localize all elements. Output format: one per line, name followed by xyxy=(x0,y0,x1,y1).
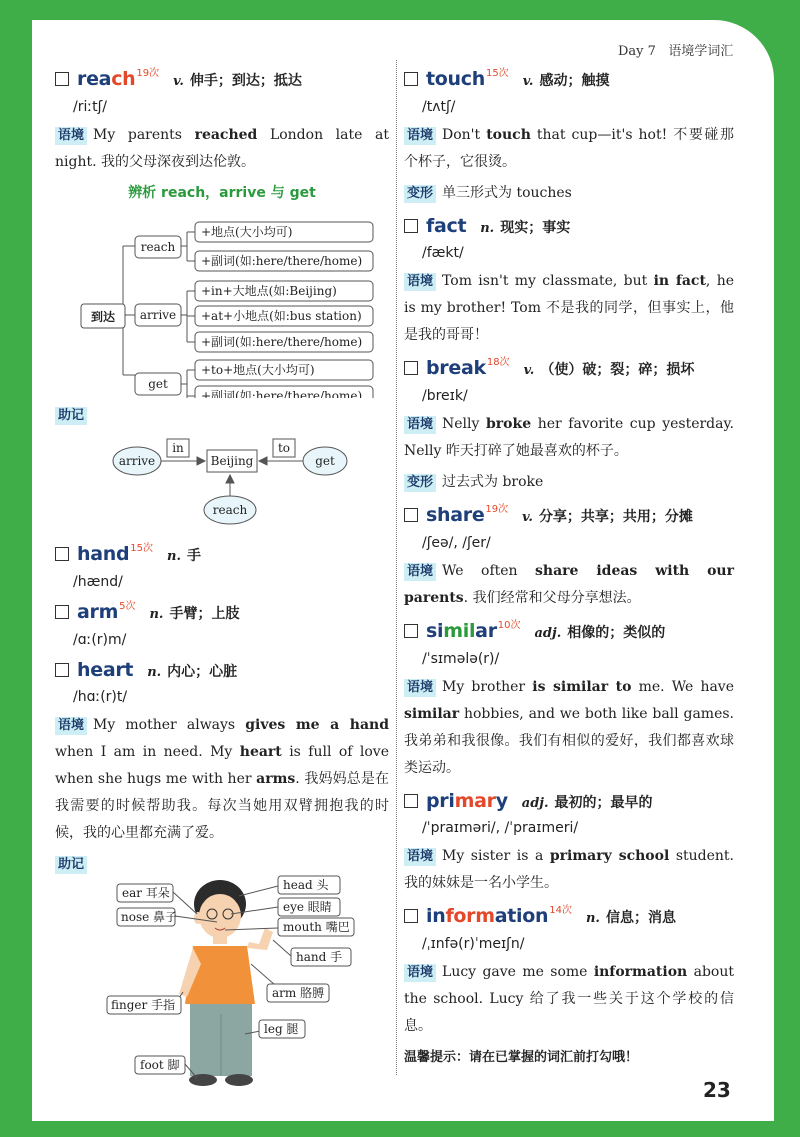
headword-primary: primary xyxy=(426,790,508,812)
entry-similar xyxy=(404,618,734,782)
pos-break: v. xyxy=(523,363,535,378)
tree-item: +副词(如:here/there/home) xyxy=(201,254,363,268)
page-number: 23 xyxy=(703,1078,731,1102)
meaning-touch: 感动；触摸 xyxy=(539,73,610,89)
pos-reach: v. xyxy=(173,74,184,89)
example-touch: 语境 Don't touch that cup—it's hot! 不要碰那个杯子，它很烫。 xyxy=(404,127,734,170)
pos-similar: adj. xyxy=(534,626,562,641)
headword-arm: arm xyxy=(77,601,119,623)
running-header xyxy=(618,40,733,59)
tree-verb-arrive: arrive xyxy=(139,308,177,322)
example-similar: 语境 My brother is similar to me. We have similar hobbies, and we both like ball games. 我弟弟和我很像。我们有相似的爱好，我们都喜欢球类运动。 xyxy=(404,679,734,776)
checkbox-arm[interactable] xyxy=(55,605,69,619)
context-tag: 语境 xyxy=(55,717,87,735)
column-divider xyxy=(396,60,397,1075)
inflection-touch: 变形 单三形式为 touches xyxy=(404,180,734,207)
label-hand: hand 手 xyxy=(296,950,343,964)
phonetic-fact: /fækt/ xyxy=(422,245,464,261)
mnem-arrive: arrive xyxy=(118,454,156,468)
label-nose: nose 鼻子 xyxy=(121,910,178,924)
day-label: Day 7 xyxy=(618,44,656,59)
inflection-tag: 变形 xyxy=(404,474,436,492)
context-tag: 语境 xyxy=(404,416,436,434)
entry-primary xyxy=(404,788,734,897)
headword-touch: touch xyxy=(426,68,485,90)
label-mouth: mouth 嘴巴 xyxy=(283,920,350,934)
label-foot: foot 脚 xyxy=(140,1058,180,1072)
analysis-title: 辨析 reach，arrive 与 get xyxy=(128,185,316,201)
pos-arm: n. xyxy=(149,607,164,622)
mnem-reach: reach xyxy=(212,503,248,517)
checkbox-share[interactable] xyxy=(404,508,418,522)
pos-heart: n. xyxy=(147,665,162,680)
meaning-share: 分享；共享；共用；分摊 xyxy=(538,509,693,525)
meaning-arm: 手臂；上肢 xyxy=(169,606,240,622)
phonetic-primary: /ˈpraɪməri/, /ˈpraɪmeri/ xyxy=(422,820,579,836)
freq-arm: 5次 xyxy=(119,601,136,612)
meaning-hand: 手 xyxy=(187,548,201,564)
checkbox-similar[interactable] xyxy=(404,624,418,638)
phonetic-similar: /ˈsɪmələ(r)/ xyxy=(422,651,500,667)
context-tag: 语境 xyxy=(404,273,436,291)
checkbox-touch[interactable] xyxy=(404,72,418,86)
context-tag: 语境 xyxy=(404,127,436,145)
label-eye: eye 眼睛 xyxy=(283,900,332,914)
beijing-mnemonic-diagram xyxy=(55,425,389,529)
phonetic-heart: /hɑː(r)t/ xyxy=(73,689,128,705)
mnem-to: to xyxy=(277,441,291,455)
checkbox-fact[interactable] xyxy=(404,219,418,233)
meaning-break: （使）破；裂；碎；损坏 xyxy=(540,362,695,378)
headword-fact: fact xyxy=(426,215,467,237)
phonetic-arm: /ɑː(r)m/ xyxy=(73,632,127,648)
tree-item: +地点(大小均可) xyxy=(201,225,293,239)
context-tag: 语境 xyxy=(404,679,436,697)
entry-heart xyxy=(55,657,389,847)
pos-share: v. xyxy=(522,510,533,525)
left-column xyxy=(55,66,389,1092)
label-arm: arm 胳膊 xyxy=(272,986,325,1000)
entry-arm xyxy=(55,599,389,651)
mnemonic-tag: 助记 xyxy=(55,407,87,425)
label-ear: ear 耳朵 xyxy=(122,886,170,900)
checkbox-hand[interactable] xyxy=(55,547,69,561)
entry-touch xyxy=(404,66,734,207)
tree-item: +in+大地点(如:Beijing) xyxy=(201,284,337,298)
tree-item: +副词(如:here/there/home) xyxy=(201,389,363,398)
freq-touch: 15次 xyxy=(485,68,509,79)
checkbox-break[interactable] xyxy=(404,361,418,375)
example-share: 语境 We often share ideas with our parents. 我们经常和父母分享想法。 xyxy=(404,563,734,606)
meaning-heart: 内心；心脏 xyxy=(167,664,238,680)
tree-item: +to+地点(大小均可) xyxy=(201,363,315,377)
entry-break xyxy=(404,355,734,496)
checkbox-reach[interactable] xyxy=(55,72,69,86)
pos-hand: n. xyxy=(167,549,181,564)
freq-break: 18次 xyxy=(486,357,510,368)
freq-reach: 19次 xyxy=(136,68,160,79)
checkbox-information[interactable] xyxy=(404,909,418,923)
context-tag: 语境 xyxy=(404,964,436,982)
meaning-information: 信息；消息 xyxy=(605,910,676,926)
meaning-primary: 最初的；最早的 xyxy=(554,795,653,811)
freq-hand: 15次 xyxy=(130,543,154,554)
phonetic-information: /ˌɪnfə(r)ˈmeɪʃn/ xyxy=(422,936,525,952)
freq-information: 14次 xyxy=(549,905,572,916)
label-leg: leg 腿 xyxy=(264,1022,299,1036)
phonetic-hand: /hænd/ xyxy=(73,574,123,590)
headword-hand: hand xyxy=(77,543,130,565)
example-reach: 语境 My parents reached London late at night. 我的父母深夜到达伦敦。 xyxy=(55,127,389,170)
study-tip: 温馨提示：请在已掌握的词汇前打勾哦！ xyxy=(404,1050,639,1065)
right-column xyxy=(404,66,734,1065)
tree-verb-get: get xyxy=(148,377,168,391)
example-break: 语境 Nelly broke her favorite cup yesterday. Nelly 昨天打碎了她最喜欢的杯子。 xyxy=(404,416,734,459)
freq-similar: 10次 xyxy=(497,620,521,631)
pos-touch: v. xyxy=(522,74,534,89)
headword-share: share xyxy=(426,504,485,526)
context-tag: 语境 xyxy=(55,127,87,145)
inflection-tag: 变形 xyxy=(404,185,436,203)
pos-fact: n. xyxy=(480,221,495,236)
mnem-in: in xyxy=(172,441,184,455)
phonetic-touch: /tʌtʃ/ xyxy=(422,99,456,115)
inflection-break: 变形 过去式为 broke xyxy=(404,469,734,496)
tree-item: +at+小地点(如:bus station) xyxy=(201,309,362,323)
entry-fact xyxy=(404,213,734,349)
mnem-beijing: Beijing xyxy=(210,454,254,468)
freq-share: 19次 xyxy=(485,504,509,515)
entry-hand xyxy=(55,541,389,593)
phonetic-break: /breɪk/ xyxy=(422,388,468,404)
section-label: 语境学词汇 xyxy=(668,44,734,59)
tree-root-daoda: 到达 xyxy=(90,310,116,324)
entry-information xyxy=(404,903,734,1040)
entry-reach xyxy=(55,66,389,176)
tree-item: +副词(如:here/there/home) xyxy=(201,335,363,349)
label-head: head 头 xyxy=(283,878,329,892)
phonetic-reach: /riːtʃ/ xyxy=(73,99,107,115)
pos-primary: adj. xyxy=(521,796,549,811)
headword-information: information xyxy=(426,905,549,927)
example-information: 语境 Lucy gave me some information about the school. Lucy 给了我一些关于这个学校的信息。 xyxy=(404,964,734,1034)
context-tag: 语境 xyxy=(404,848,436,866)
analysis-tree-diagram xyxy=(55,206,389,398)
body-parts-illustration xyxy=(55,874,389,1088)
phonetic-share: /ʃeə/, /ʃer/ xyxy=(422,535,491,551)
mnem-get: get xyxy=(315,454,335,468)
meaning-fact: 现实；事实 xyxy=(500,220,571,236)
tree-verb-reach: reach xyxy=(140,240,176,254)
pos-information: n. xyxy=(585,911,600,926)
entry-share xyxy=(404,502,734,612)
example-primary: 语境 My sister is a primary school student. 我的妹妹是一名小学生。 xyxy=(404,848,734,891)
meaning-similar: 相像的；类似的 xyxy=(567,625,666,641)
headword-similar: similar xyxy=(426,620,497,642)
headword-heart: heart xyxy=(77,659,134,681)
context-tag: 语境 xyxy=(404,563,436,581)
headword-reach: reach xyxy=(77,68,136,90)
mnemonic-tag: 助记 xyxy=(55,856,87,874)
meaning-reach: 伸手；到达；抵达 xyxy=(189,73,302,89)
example-heart: 语境 My mother always gives me a hand when I am in need. My heart is full of love when she hugs me with her arms. 我妈妈总是在我需要的时候帮助我。每次当她用双臂拥抱我的时候，我的心里都充满了爱。 xyxy=(55,717,390,841)
headword-break: break xyxy=(426,357,486,379)
checkbox-primary[interactable] xyxy=(404,794,418,808)
checkbox-heart[interactable] xyxy=(55,663,69,677)
label-finger: finger 手指 xyxy=(111,998,176,1012)
example-fact: 语境 Tom isn't my classmate, but in fact, he is my brother! Tom 不是我的同学，但事实上，他是我的哥哥！ xyxy=(404,273,735,343)
